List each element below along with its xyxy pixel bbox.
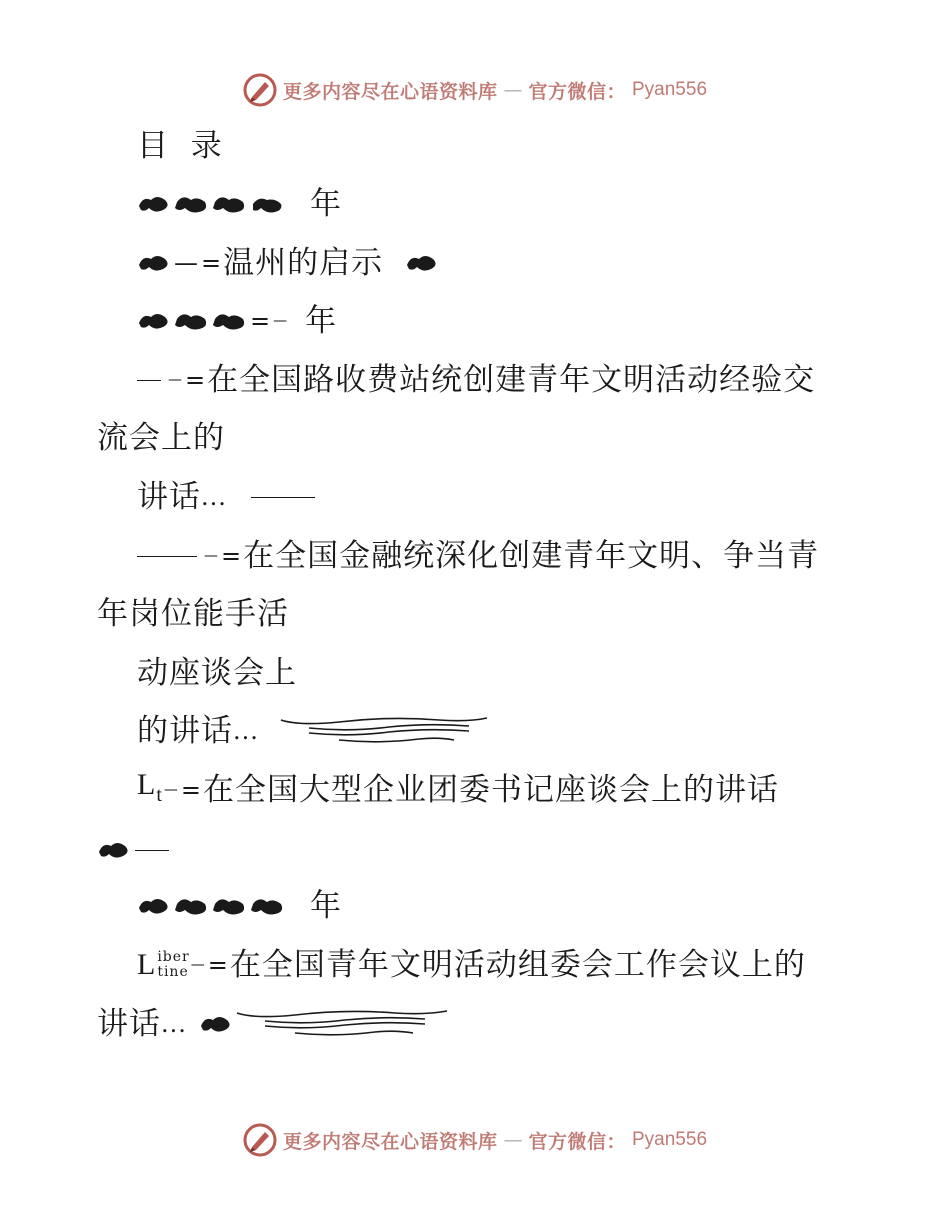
- dash-symbol: —: [174, 249, 199, 277]
- dot-leader: ...: [233, 717, 259, 745]
- watermark-suffix: 官方微信：: [528, 80, 626, 103]
- scroll-ornament-icon: [137, 249, 173, 277]
- year-label: 年: [310, 888, 342, 924]
- lt-mark: $L_t$: [137, 768, 163, 806]
- eq-symbol: =: [221, 542, 243, 570]
- dash-rule: [137, 556, 197, 557]
- dash-symbol: —: [163, 782, 179, 798]
- watermark-cn: 更多内容尽在心语资料库: [282, 80, 498, 103]
- eq-symbol: =: [185, 366, 207, 394]
- toc-entry-committee-end: [97, 1004, 450, 1044]
- toc-title-text: 目 录: [137, 128, 223, 164]
- dash-rule: [137, 380, 161, 381]
- eq-symbol: =: [180, 776, 202, 804]
- wavy-lines-icon: [235, 1007, 450, 1041]
- toc-entry-toll: [137, 360, 815, 400]
- eq-symbol: =: [201, 249, 223, 277]
- toc-entry-finance: [137, 536, 819, 576]
- dash-rule: [135, 850, 169, 851]
- watermark-en: Pyan556: [632, 79, 708, 100]
- dot-leader: ...: [161, 1010, 187, 1038]
- committee-text-b: 讲话: [97, 1006, 161, 1042]
- toc-ornament-line: [97, 830, 169, 870]
- dash-symbol: —: [204, 548, 219, 564]
- l-mark: L: [137, 948, 157, 981]
- toc-entry-finance-cont2: [137, 653, 297, 693]
- pen-logo-icon: [243, 1123, 277, 1157]
- dash-rule: [251, 497, 315, 498]
- year-label: 年: [310, 186, 342, 222]
- scroll-ornament-icon: [97, 836, 133, 864]
- watermark-suffix: 官方微信：: [528, 1130, 626, 1153]
- toc-entry-toll-end: [137, 477, 315, 517]
- dot-leader: ...: [201, 483, 227, 511]
- enterprise-text: 在全国大型企业团委书记座谈会上的讲话: [203, 772, 779, 808]
- watermark-dash: —: [503, 1129, 523, 1151]
- toc-entry-finance-end: [137, 711, 489, 751]
- toc-year-line-1: [137, 184, 342, 224]
- toc-wenzhou: [137, 243, 441, 283]
- toc-year-line-2: [137, 301, 337, 341]
- dash-symbol: —: [273, 313, 289, 329]
- committee-text-a: 在全国青年文明活动组委会工作会议上的: [229, 947, 806, 983]
- watermark-en: Pyan556: [632, 1129, 708, 1150]
- toc-entry-toll-cont: [97, 418, 225, 458]
- wavy-lines-icon: [279, 714, 489, 748]
- toc-entry-finance-cont: [97, 594, 289, 634]
- watermark-dash: —: [503, 79, 523, 101]
- finance-text-a: 在全国金融统深化创建青年文明、争当青: [243, 538, 820, 574]
- finance-text-b: 年岗位能手活: [97, 596, 289, 632]
- eq-symbol: =: [250, 307, 272, 335]
- toll-text-b: 流会上的: [97, 420, 225, 456]
- watermark-cn: 更多内容尽在心语资料库: [282, 1130, 498, 1153]
- stacked-mark: iber tine: [157, 949, 190, 980]
- toll-text-c: 讲话: [137, 479, 201, 515]
- scroll-ornament-icon: [137, 307, 249, 335]
- eq-symbol: =: [207, 951, 229, 979]
- watermark-bottom: [0, 1120, 950, 1160]
- scroll-ornament-icon: [199, 1010, 235, 1038]
- scroll-ornament-icon: [405, 249, 441, 277]
- scroll-ornament-icon: [137, 190, 292, 218]
- toc-entry-committee: [137, 945, 806, 985]
- toc-title: [137, 126, 223, 166]
- pen-logo-icon: [243, 73, 277, 107]
- dash-symbol: —: [190, 957, 206, 973]
- toll-text-a: 在全国路收费站统创建青年文明活动经验交: [207, 362, 816, 398]
- year-label: 年: [305, 303, 338, 339]
- watermark-top: [0, 70, 950, 110]
- wenzhou-text: 温州的启示: [223, 245, 384, 281]
- toc-year-line-3: [137, 886, 342, 926]
- toc-entry-enterprise: [137, 770, 779, 810]
- finance-text-d: 的讲话: [137, 713, 233, 749]
- dash-symbol: —: [168, 372, 183, 388]
- scroll-ornament-icon: [137, 892, 292, 920]
- finance-text-c: 动座谈会上: [137, 655, 297, 691]
